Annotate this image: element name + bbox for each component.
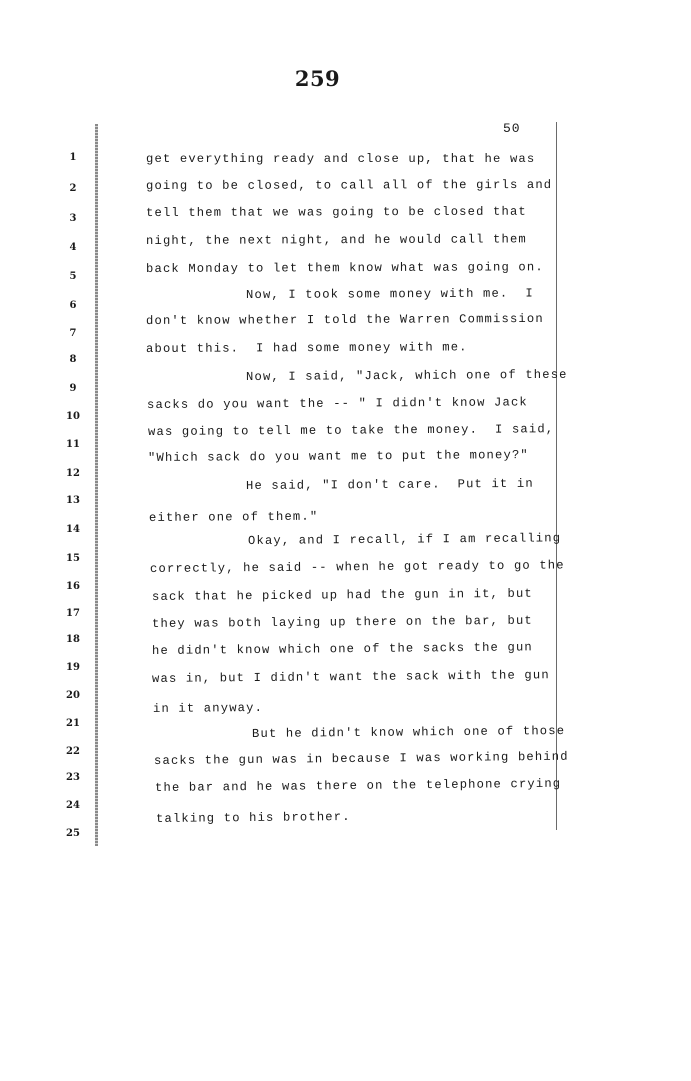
transcript-line: talking to his brother. xyxy=(155,809,351,826)
transcript-line: he didn't know which one of the sacks the gun xyxy=(151,640,533,658)
line-number: 3 xyxy=(69,213,77,224)
line-number: 1 xyxy=(69,152,77,163)
line-number: 4 xyxy=(69,242,77,253)
line-number: 17 xyxy=(66,608,80,619)
line-number: 16 xyxy=(66,581,80,592)
transcript-line: was in, but I didn't want the sack with the gun xyxy=(151,668,550,686)
line-number: 15 xyxy=(66,553,80,564)
transcript-line: going to be closed, to call all of the girls and xyxy=(145,177,553,193)
line-number: 13 xyxy=(66,495,80,506)
transcript-line: sacks the gun was in because I was working behind xyxy=(153,749,569,768)
transcript-line: the bar and he was there on the telephone crying xyxy=(154,776,562,795)
transcript-line: about this. I had some money with me. xyxy=(145,340,468,356)
transcript-line: night, the next night, and he would call them xyxy=(145,232,527,248)
transcript-line: back Monday to let them know what was going on. xyxy=(145,260,544,276)
transcript-line: don't know whether I told the Warren Commission xyxy=(145,311,544,328)
line-number: 25 xyxy=(66,828,80,839)
transcript-line: tell them that we was going to be closed that xyxy=(145,204,527,220)
line-number: 2 xyxy=(69,183,77,194)
line-number: 5 xyxy=(69,271,77,282)
transcript-line: Okay, and I recall, if I am recalling xyxy=(247,531,562,548)
transcript-line: they was both laying up there on the bar, but xyxy=(151,613,533,631)
transcript-line: He said, "I don't care. Put it in xyxy=(245,476,534,493)
line-number: 11 xyxy=(66,439,80,450)
left-margin-rule xyxy=(95,124,98,846)
transcript-line: But he didn't know which one of those xyxy=(251,723,566,741)
transcript-line: sack that he picked up had the gun in it, but xyxy=(151,586,533,604)
transcript-line: correctly, he said -- when he got ready to go the xyxy=(149,558,565,576)
line-number: 23 xyxy=(66,772,80,783)
line-number: 21 xyxy=(66,718,80,729)
line-number: 19 xyxy=(66,662,80,673)
transcript-line: sacks do you want the -- " I didn't know Jack xyxy=(146,395,528,412)
line-number: 6 xyxy=(69,300,77,311)
transcript-line: "Which sack do you want me to put the money?" xyxy=(147,448,529,465)
transcript-page-number: 50 xyxy=(503,121,521,136)
transcript-line: either one of them." xyxy=(148,509,319,525)
line-number: 24 xyxy=(66,800,80,811)
page-number: 259 xyxy=(294,66,341,91)
transcript-line: Now, I took some money with me. I xyxy=(245,286,534,302)
line-number: 18 xyxy=(66,634,80,645)
transcript-line: was going to tell me to take the money. I said, xyxy=(147,422,555,439)
line-number: 9 xyxy=(69,383,77,394)
transcript-line: Now, I said, "Jack, which one of these xyxy=(245,367,568,384)
line-number: 14 xyxy=(66,524,80,535)
line-number: 8 xyxy=(69,354,77,365)
line-number: 12 xyxy=(66,468,80,479)
transcript-line: in it anyway. xyxy=(152,700,264,716)
transcript-line: get everything ready and close up, that he was xyxy=(146,152,536,166)
line-number: 22 xyxy=(66,746,80,757)
line-number: 20 xyxy=(66,690,80,701)
line-number: 7 xyxy=(69,328,77,339)
line-number: 10 xyxy=(66,411,80,422)
